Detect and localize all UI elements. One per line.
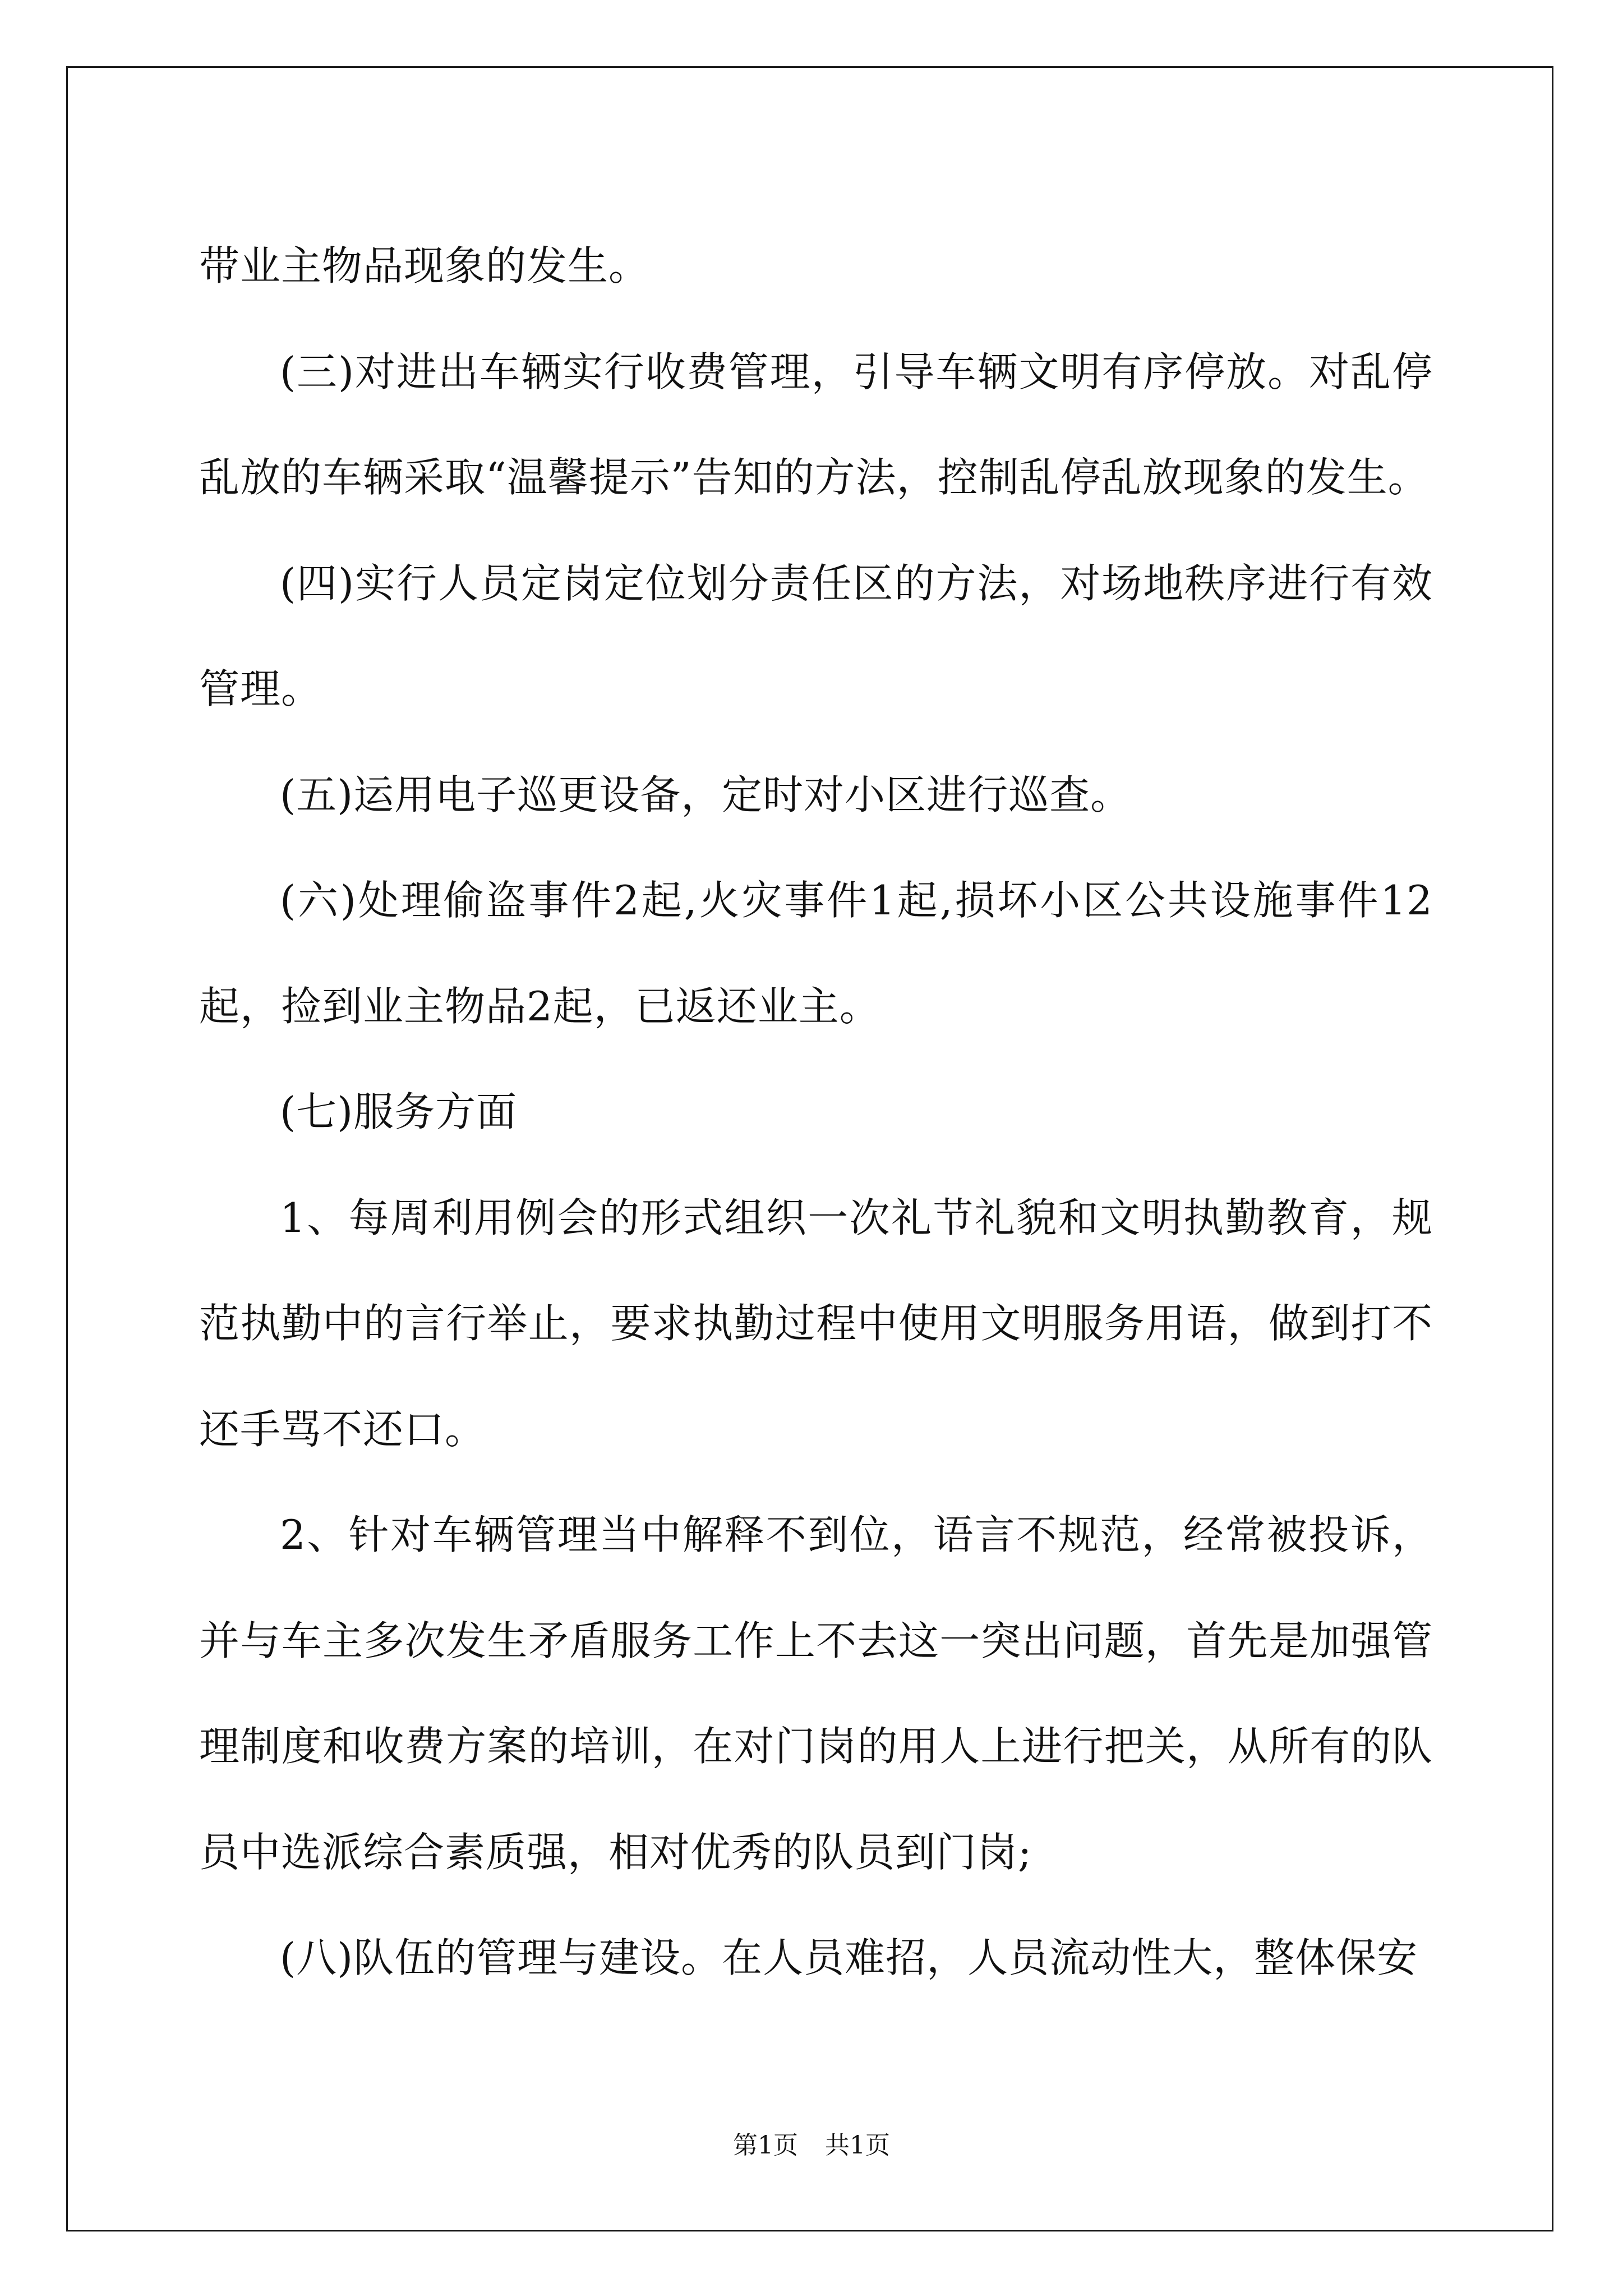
paragraph: (三)对进出车辆实行收费管理，引导车辆文明有序停放。对乱停乱放的车辆采取“温馨提示”告知的方法，控制乱停乱放现象的发生。 [199,348,1433,501]
page-number: 第1页 [733,2131,798,2160]
paragraph: (六)处理偷盗事件2起,火灾事件1起,损坏小区公共设施事件12起，捡到业主物品2起，已返还业主。 [199,877,1433,1030]
paragraph: (五)运用电子巡更设备，定时对小区进行巡查。 [280,771,1132,818]
paragraph: (七)服务方面 [280,1088,518,1135]
paragraph: 带业主物品现象的发生。 [199,242,650,289]
page-total: 共1页 [825,2131,890,2160]
paragraph: (四)实行人员定岗定位划分责任区的方法，对场地秩序进行有效管理。 [199,559,1433,712]
page-footer [0,2129,1623,2162]
paragraph: (八)队伍的管理与建设。在人员难招，人员流动性大，整体保安 [280,1934,1418,1981]
paragraph: 1、每周利用例会的形式组织一次礼节礼貌和文明执勤教育，规范执勤中的言行举止，要求执勤过程中使用文明服务用语，做到打不还手骂不还口。 [199,1194,1433,1453]
paragraph: 2、针对车辆管理当中解释不到位，语言不规范，经常被投诉，并与车主多次发生矛盾服务工作上不去这一突出问题，首先是加强管理制度和收费方案的培训，在对门岗的用人上进行把关，从所有的队员中选派综合素质强，相对优秀的队员到门岗; [199,1511,1433,1876]
document-body [199,213,1433,2011]
